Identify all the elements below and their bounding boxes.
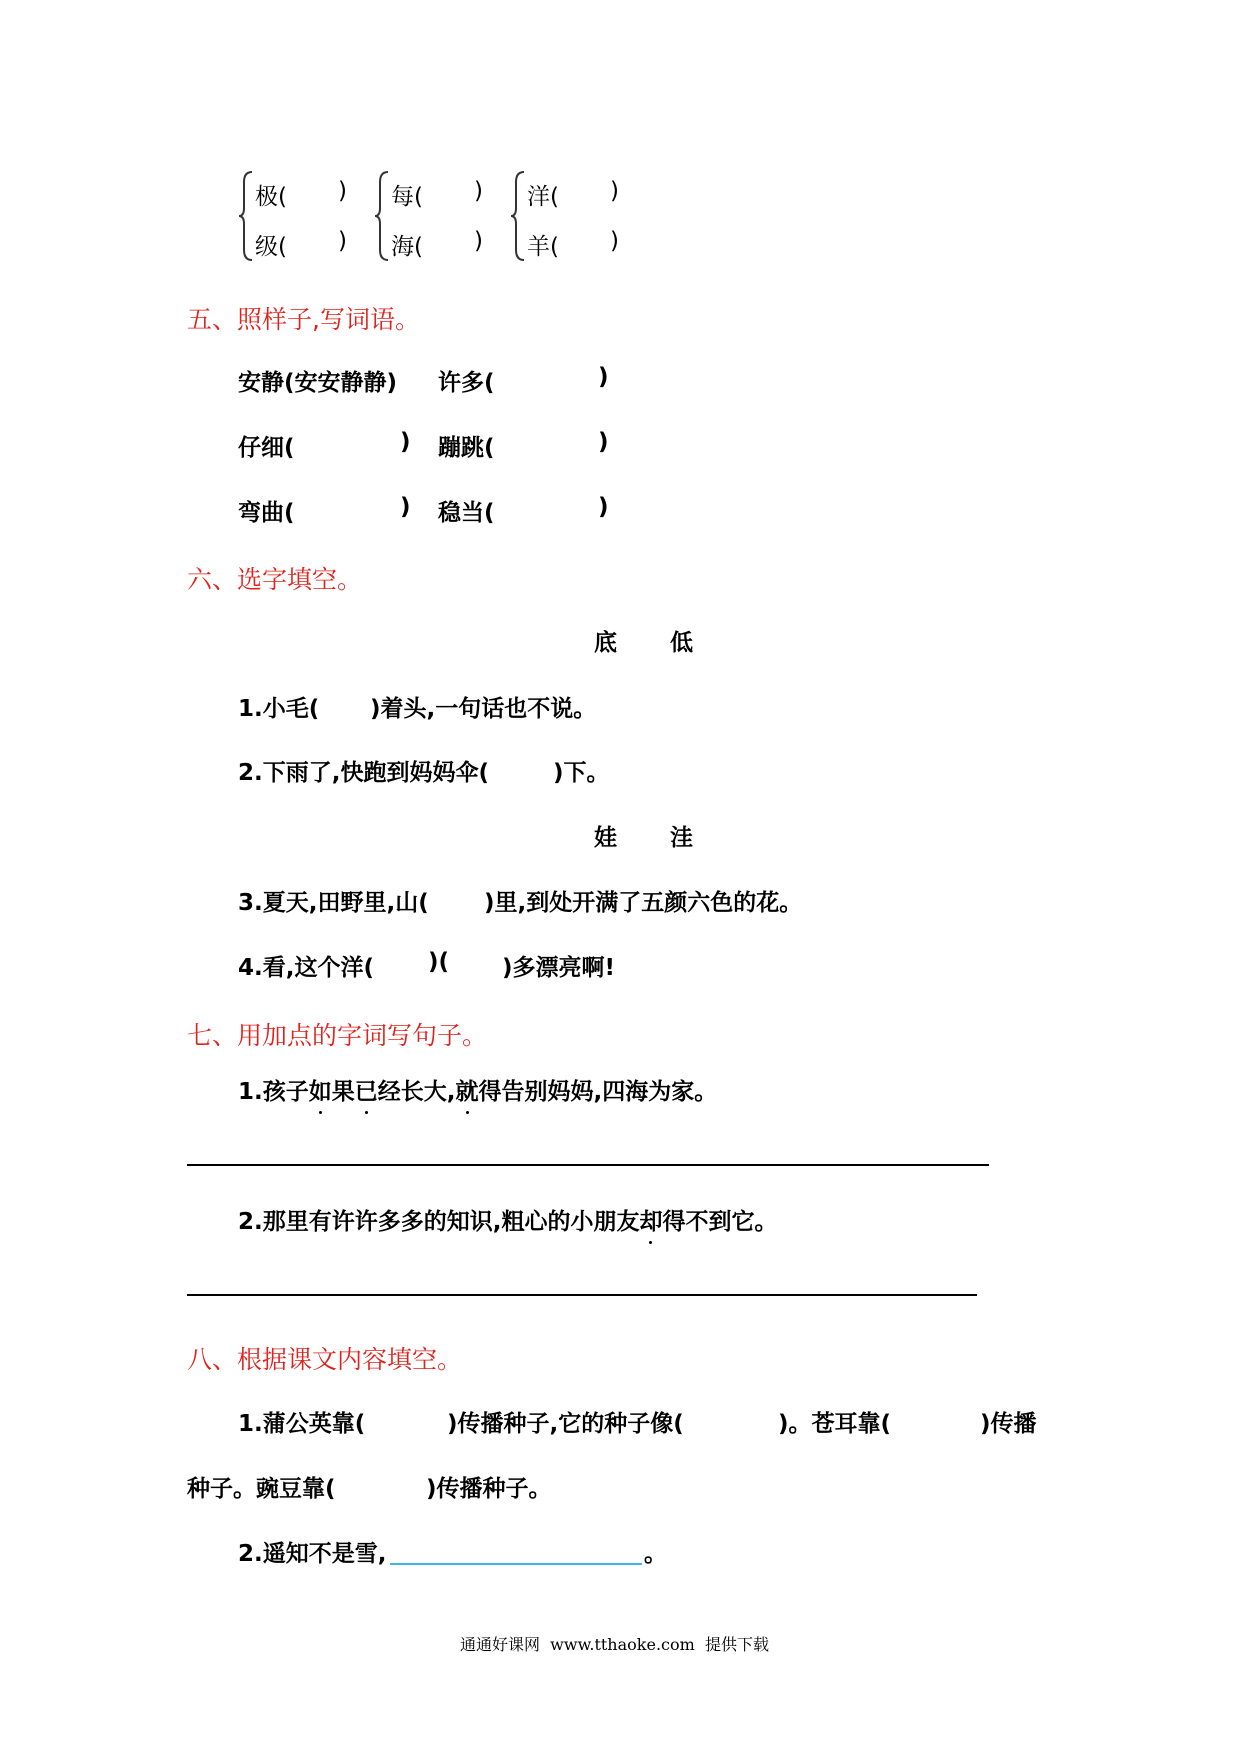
word-zixi: 仔细( xyxy=(238,435,295,461)
option-di-1: 底 xyxy=(594,630,617,656)
left-brace-icon xyxy=(238,170,254,262)
pair-3-top-close: ) xyxy=(610,178,619,204)
dotted-char: 却 xyxy=(639,1203,662,1236)
question-4-end: )多漂亮啊! xyxy=(502,955,616,981)
fill-3-a: 2.遥知不是雪, xyxy=(238,1541,387,1567)
pair-1-bottom: 级( xyxy=(255,234,287,260)
pair-1-bottom-close: ) xyxy=(338,228,347,254)
option-di-2: 低 xyxy=(670,630,693,656)
word-bengtiao-close: ) xyxy=(598,429,609,455)
fill-1-c: )。苍耳靠( xyxy=(778,1411,892,1437)
answer-line-1[interactable] xyxy=(187,1164,989,1166)
pair-3-bottom: 羊( xyxy=(527,234,559,260)
section-5-title: 五、照样子,写词语。 xyxy=(187,305,420,334)
fill-2-a: 种子。豌豆靠( xyxy=(187,1476,336,1502)
dotted-char: 就 xyxy=(456,1073,479,1106)
question-1-end: )着头,一句话也不说。 xyxy=(370,696,597,722)
dotted-char: 如 xyxy=(309,1073,332,1106)
pair-1-top: 极( xyxy=(255,184,287,210)
question-2-start: 2.下雨了,快跑到妈妈伞( xyxy=(238,760,489,786)
word-wendang: 稳当( xyxy=(438,500,495,526)
question-4-start: 4.看,这个洋( xyxy=(238,955,374,981)
question-3-start: 3.夏天,田野里,山( xyxy=(238,890,429,916)
section-7-title: 七、用加点的字词写句子。 xyxy=(187,1021,488,1050)
answer-line-2[interactable] xyxy=(187,1294,977,1296)
question-4-mid: )( xyxy=(428,949,450,975)
footer-text: 通通好课网 www.tthaoke.com 提供下载 xyxy=(460,1635,769,1654)
word-wanqu-close: ) xyxy=(400,494,411,520)
pair-3-top: 洋( xyxy=(527,184,559,210)
word-bengtiao: 蹦跳( xyxy=(438,435,495,461)
pair-2-top-close: ) xyxy=(474,178,483,204)
pair-1-top-close: ) xyxy=(338,178,347,204)
dotted-char: 已 xyxy=(355,1073,378,1106)
pair-2-bottom: 海( xyxy=(391,234,423,260)
word-example: 安静(安安静静) xyxy=(238,370,398,396)
section-6-title: 六、选字填空。 xyxy=(187,565,363,594)
sentence-2: 2.那里有许许多多的知识,粗心的小朋友却得不到它。 xyxy=(238,1203,777,1236)
question-2-end: )下。 xyxy=(553,760,610,786)
question-3-end: )里,到处开满了五颜六色的花。 xyxy=(484,890,803,916)
word-zixi-close: ) xyxy=(400,429,411,455)
fill-1-a: 1.蒲公英靠( xyxy=(238,1411,366,1437)
fill-3-end: 。 xyxy=(644,1541,667,1567)
pair-3-bottom-close: ) xyxy=(610,228,619,254)
word-xuduo: 许多( xyxy=(438,370,495,396)
poem-answer-line[interactable] xyxy=(390,1563,642,1565)
fill-1-d: )传播 xyxy=(980,1411,1037,1437)
word-xuduo-close: ) xyxy=(598,364,609,390)
question-1-start: 1.小毛( xyxy=(238,696,320,722)
fill-2-b: )传播种子。 xyxy=(426,1476,552,1502)
left-brace-icon xyxy=(374,170,390,262)
pair-2-bottom-close: ) xyxy=(474,228,483,254)
section-8-title: 八、根据课文内容填空。 xyxy=(187,1345,463,1374)
pair-2-top: 每( xyxy=(391,184,423,210)
fill-1-b: )传播种子,它的种子像( xyxy=(447,1411,684,1437)
sentence-1: 1.孩子如果已经长大,就得告别妈妈,四海为家。 xyxy=(238,1073,717,1106)
option-wa-1: 娃 xyxy=(594,825,617,851)
option-wa-2: 洼 xyxy=(670,825,693,851)
word-wendang-close: ) xyxy=(598,494,609,520)
word-wanqu: 弯曲( xyxy=(238,500,295,526)
left-brace-icon xyxy=(510,170,526,262)
